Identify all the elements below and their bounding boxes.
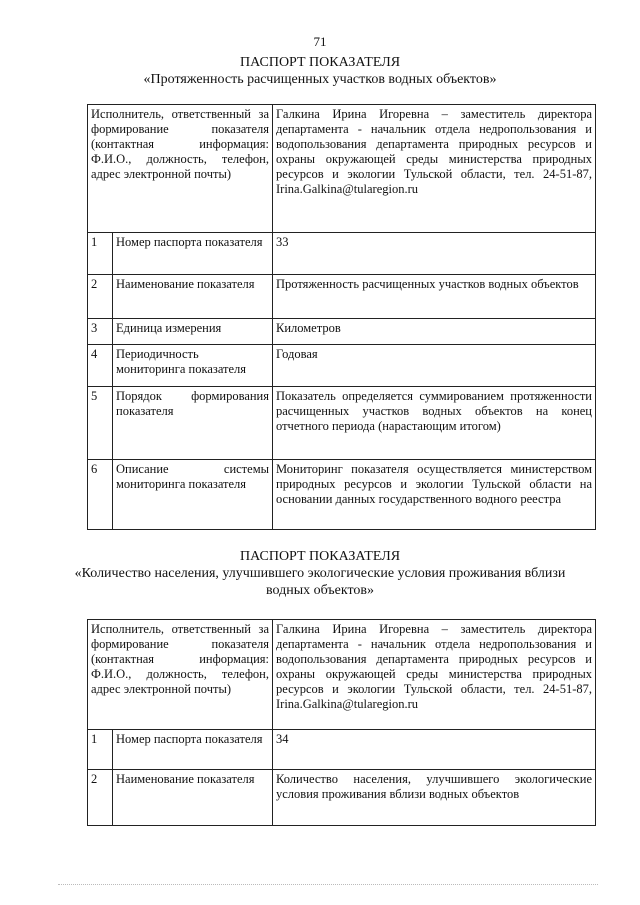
table-row <box>88 233 596 275</box>
row-number: 1 <box>88 233 113 275</box>
executor-value: Галкина Ирина Игоревна – заместитель директора департамента - начальник отдела недропользования и водопользования департамента природных ресурсов и охраны окружающей среды министерства природных ресурсов и экологии Тульской области, тел. 24-51-87, Irina.Galkina@tularegion.ru <box>273 105 596 233</box>
passport-1-subtitle: «Протяженность расчищенных участков водных объектов» <box>143 72 497 87</box>
table-row <box>88 460 596 530</box>
row-number: 4 <box>88 345 113 387</box>
executor-row <box>88 620 596 730</box>
table-row <box>88 730 596 770</box>
row-label: Описание системы мониторинга показателя <box>113 460 273 530</box>
row-value: Мониторинг показателя осуществляется министерством природных ресурсов и экологии Тульской области на основании данных государственного водного реестра <box>273 460 596 530</box>
row-number: 5 <box>88 387 113 460</box>
table-row <box>88 387 596 460</box>
row-number: 1 <box>88 730 113 770</box>
row-label: Периодичность мониторинга показателя <box>113 345 273 387</box>
row-value: Километров <box>273 319 596 345</box>
row-number: 2 <box>88 770 113 826</box>
table-row <box>88 345 596 387</box>
row-number: 3 <box>88 319 113 345</box>
executor-label: Исполнитель, ответственный за формирование показателя (контактная информация: Ф.И.О., должность, телефон, адрес электронной почты) <box>88 620 273 730</box>
passport-2-table <box>87 619 596 826</box>
row-value: Количество населения, улучшившего экологические условия проживания вблизи водных объектов <box>273 770 596 826</box>
row-value: 33 <box>273 233 596 275</box>
passport-1-heading: ПАСПОРТ ПОКАЗАТЕЛЯ <box>239 55 401 70</box>
row-value: 34 <box>273 730 596 770</box>
row-label: Номер паспорта показателя <box>113 233 273 275</box>
row-number: 6 <box>88 460 113 530</box>
footer-divider <box>58 884 598 885</box>
row-number: 2 <box>88 275 113 319</box>
passport-2-title <box>0 548 640 599</box>
passport-1-table <box>87 104 596 530</box>
table-row <box>88 275 596 319</box>
table-row <box>88 319 596 345</box>
row-label: Наименование показателя <box>113 275 273 319</box>
table-row <box>88 770 596 826</box>
row-value: Протяженность расчищенных участков водных объектов <box>273 275 596 319</box>
passport-2-heading: ПАСПОРТ ПОКАЗАТЕЛЯ <box>239 549 401 564</box>
page-number: 71 <box>313 34 327 49</box>
row-label: Единица измерения <box>113 319 273 345</box>
row-value: Показатель определяется суммированием протяженности расчищенных участков водных объектов на конец отчетного периода (нарастающим итогом) <box>273 387 596 460</box>
passport-2-subtitle: «Количество населения, улучшившего экологические условия проживания вблизи водных объектов» <box>74 566 566 598</box>
executor-label: Исполнитель, ответственный за формирование показателя (контактная информация: Ф.И.О., должность, телефон, адрес электронной почты) <box>88 105 273 233</box>
row-value: Годовая <box>273 345 596 387</box>
executor-row <box>88 105 596 233</box>
passport-1-title <box>0 54 640 88</box>
executor-value: Галкина Ирина Игоревна – заместитель директора департамента - начальник отдела недропользования и водопользования департамента природных ресурсов и охраны окружающей среды министерства природных ресурсов и экологии Тульской области, тел. 24-51-87, Irina.Galkina@tularegion.ru <box>273 620 596 730</box>
row-label: Номер паспорта показателя <box>113 730 273 770</box>
row-label: Наименование показателя <box>113 770 273 826</box>
row-label: Порядок формирования показателя <box>113 387 273 460</box>
